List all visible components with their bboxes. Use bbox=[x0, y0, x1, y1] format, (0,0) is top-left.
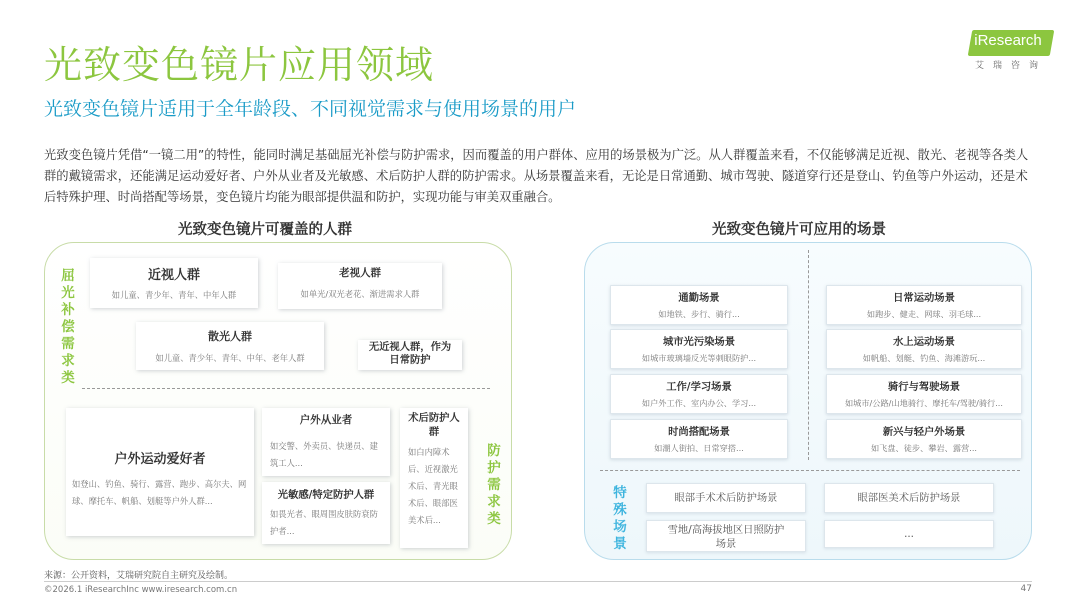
myopia-title: 近视人群 bbox=[147, 268, 200, 283]
scene-fashion bbox=[610, 419, 788, 459]
outdoor-sports-title: 户外运动爱好者 bbox=[114, 452, 206, 467]
special-scene-label: 特殊场景 bbox=[613, 485, 627, 552]
logo-name: iResearch bbox=[974, 32, 1042, 49]
scene-desc: 如帆船、划艇、钓鱼、海滩游玩... bbox=[862, 353, 986, 363]
scene-desc: 如户外工作、室内办公、学习... bbox=[641, 398, 757, 408]
outdoor-workers-card bbox=[262, 408, 390, 476]
scene-desc: 如潮人街拍、日常穿搭... bbox=[654, 443, 744, 453]
post-surgery-desc: 如白内障术后、近视激光术后、青光眼术后、眼部医美术后... bbox=[408, 447, 458, 525]
scene-desc: 如飞盘、徒步、攀岩、露营... bbox=[870, 443, 978, 453]
scene-desc: 如跑步、健走、网球、羽毛球... bbox=[866, 309, 982, 319]
light-sensitive-title: 光敏感/特定防护人群 bbox=[277, 489, 375, 501]
footer-divider bbox=[44, 581, 1032, 582]
page-title: 光致变色镜片应用领域 bbox=[44, 43, 435, 87]
light-sensitive-desc: 如畏光者、眼周围皮肤防衰防护者... bbox=[270, 509, 378, 536]
astigmatism-title: 散光人群 bbox=[208, 330, 252, 343]
copyright: ©2026.1 iResearchInc www.iresearch.com.cn bbox=[44, 585, 238, 595]
outdoor-workers-title: 户外从业者 bbox=[299, 414, 353, 426]
presbyopia-title: 老视人群 bbox=[339, 267, 381, 279]
scene-water-sports bbox=[826, 329, 1022, 369]
scene-work-study bbox=[610, 374, 788, 414]
no-vision-title: 无近视人群，作为日常防护 bbox=[368, 341, 452, 366]
scene-light-outdoor bbox=[826, 419, 1022, 459]
scene-title: 骑行与驾驶场景 bbox=[887, 381, 961, 393]
no-vision-card bbox=[358, 340, 462, 370]
outdoor-workers-desc: 如交警、外卖员、快递员、建筑工人... bbox=[270, 441, 378, 468]
outdoor-sports-desc: 如登山、钓鱼、骑行、露营、跑步、高尔夫、网球、摩托车、帆船、划艇等户外人群... bbox=[72, 479, 247, 506]
scene-riding-driving bbox=[826, 374, 1022, 414]
scene-desc: 如地铁、步行、骑行... bbox=[658, 309, 740, 319]
scene-title: 日常运动场景 bbox=[893, 292, 955, 304]
protection-need-label: 防护需求类 bbox=[487, 443, 501, 527]
page-subtitle: 光致变色镜片适用于全年龄段、不同视觉需求与使用场景的用户 bbox=[44, 98, 577, 120]
source-note: 来源：公开资料，艾瑞研究院自主研究及绘制。 bbox=[44, 571, 234, 581]
astigmatism-desc: 如儿童、青少年、青年、中年、老年人群 bbox=[155, 353, 305, 363]
presbyopia-desc: 如单光/双光老花、渐进需求人群 bbox=[300, 289, 420, 299]
post-surgery-card bbox=[400, 408, 468, 548]
logo-subtitle: 艾瑞咨询 bbox=[974, 61, 1047, 71]
myopia-card bbox=[90, 258, 258, 308]
scenario-divider bbox=[600, 470, 1020, 471]
right-section-title: 光致变色镜片可应用的场景 bbox=[712, 222, 886, 238]
left-section-title: 光致变色镜片可覆盖的人群 bbox=[178, 222, 352, 238]
scene-title: 工作/学习场景 bbox=[666, 381, 732, 393]
scene-title: 时尚搭配场景 bbox=[668, 426, 730, 438]
scene-light-pollution bbox=[610, 329, 788, 369]
scene-title: 新兴与轻户外场景 bbox=[882, 426, 966, 438]
intro-paragraph: 光致变色镜片凭借“一镜二用”的特性，能同时满足基础屈光补偿与防护需求，因而覆盖的用户群体、应用的场景极为广泛。从人群覆盖来看，不仅能够满足近视、散光、老视等各类人群的戴镜需求，还能满足运动爱好者、户外从业者及光敏感、术后防护人群的防护需求。从场景覆盖来看，无论是日常通勤、城市驾驶、隧道穿行还是登山、钓鱼等户外运动，还是术后特殊护理、时尚搭配等场景，变色镜片均能为眼部提供温和防护，实现功能与审美双重融合。 bbox=[44, 148, 1029, 204]
scenario-column-divider bbox=[808, 250, 809, 460]
light-sensitive-card bbox=[262, 482, 390, 544]
special-scene-snow-altitude: 雪地/高海拔地区日照防护场景 bbox=[646, 520, 806, 552]
special-scene-eye-surgery: 眼部手术术后防护场景 bbox=[646, 483, 806, 513]
audience-divider bbox=[82, 388, 490, 389]
page-number: 47 bbox=[1020, 584, 1032, 594]
presbyopia-card bbox=[278, 263, 442, 309]
outdoor-sports-card bbox=[66, 408, 254, 536]
myopia-desc: 如儿童、青少年、青年、中年人群 bbox=[111, 290, 237, 300]
scene-desc: 如城市玻璃墙反光等刺眼防护... bbox=[641, 353, 757, 363]
iresearch-logo bbox=[964, 30, 1052, 70]
scene-title: 水上运动场景 bbox=[893, 336, 955, 348]
scene-title: 城市光污染场景 bbox=[662, 336, 736, 348]
scene-daily-sports bbox=[826, 285, 1022, 325]
scene-commute bbox=[610, 285, 788, 325]
refraction-need-label: 屈光补偿需求类 bbox=[61, 268, 75, 386]
special-scene-eye-cosmetic: 眼部医美术后防护场景 bbox=[824, 483, 994, 513]
astigmatism-card bbox=[136, 322, 324, 370]
scene-desc: 如城市/公路/山地骑行、摩托车/驾驶/骑行... bbox=[844, 398, 1004, 408]
special-scene-more: ... bbox=[824, 520, 994, 548]
post-surgery-title: 术后防护人群 bbox=[408, 412, 460, 438]
scene-title: 通勤场景 bbox=[678, 292, 720, 304]
